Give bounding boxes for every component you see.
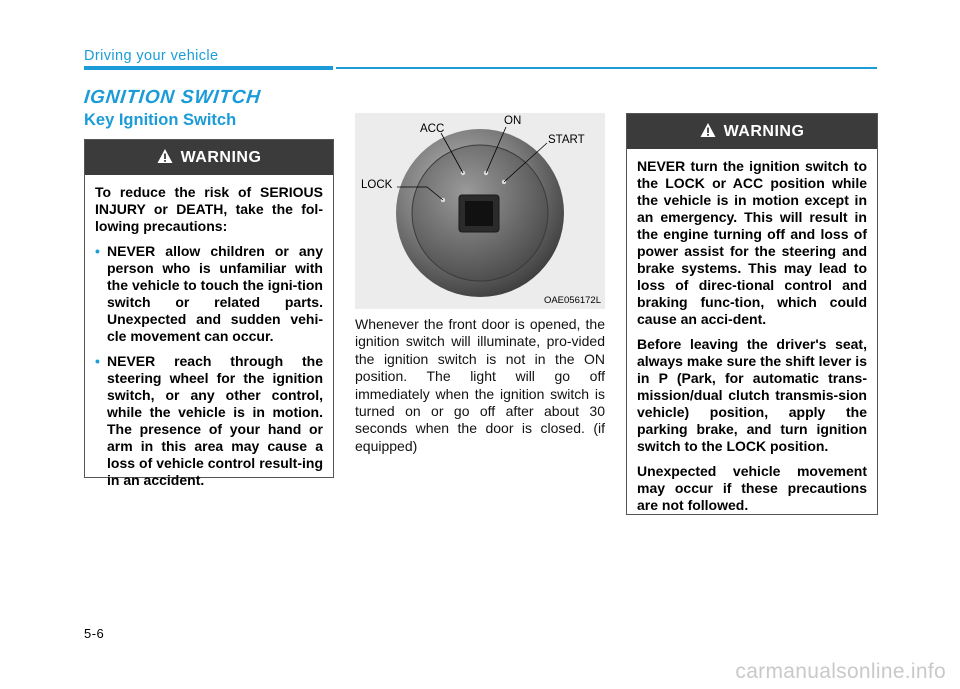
warning-bullet: • NEVER reach through the steering wheel for the ignition switch, or any other control, while the vehicle is in motion. The presence of your hand or arm in this area may cause a loss of vehicle control result-ing in an accident. <box>95 353 323 488</box>
label-on: ON <box>504 115 522 127</box>
key-slot-inner <box>465 201 493 226</box>
warning-header <box>85 140 333 175</box>
body-paragraph: Whenever the front door is opened, the ignition switch will illuminate, pro-vided the ignition switch is not in the ON position. The light will go off immediately when the ignition switch is turned on or go off after about 30 seconds when the door is closed. (if equipped) <box>355 316 605 454</box>
warning-paragraph: Before leaving the driver's seat, always make sure the shift lever is in P (Park, for automatic trans-mission/dual clutch transmis-sion vehicle) position, apply the parking brake, and turn ignition switch to the LOCK position. <box>637 336 867 454</box>
section-subtitle: Key Ignition Switch <box>84 111 237 129</box>
warning-header <box>627 114 877 149</box>
header-rule-thick <box>84 66 333 70</box>
page-title: IGNITION SWITCH <box>82 87 262 108</box>
label-start: START <box>548 134 585 146</box>
warning-label: WARNING <box>180 149 262 166</box>
warning-paragraph: Unexpected vehicle movement may occur if these precautions are not followed. <box>637 463 867 513</box>
header-rule-thin <box>336 67 877 69</box>
warning-body <box>85 175 333 507</box>
warning-label: WARNING <box>723 123 805 140</box>
warning-bullet-list <box>95 243 323 489</box>
ignition-switch-figure <box>355 113 605 309</box>
section-header: Driving your vehicle <box>84 48 219 64</box>
label-acc: ACC <box>420 123 445 135</box>
bullet-dot-icon: • <box>95 243 100 259</box>
bullet-dot-icon: • <box>95 353 100 369</box>
warning-triangle-icon <box>157 148 173 164</box>
warning-triangle-icon <box>700 122 716 138</box>
warning-paragraph: NEVER turn the ignition switch to the LOCK or ACC position while the vehicle is in motion except in an emergency. This will result in the engine turning off and loss of power assist for the steering and brake systems. This may lead to loss of direc-tional control and braking func-tion, which could cause an acci-dent. <box>637 158 867 327</box>
warning-intro: To reduce the risk of SERIOUS INJURY or DEATH, take the fol-lowing precautions: <box>95 184 323 234</box>
figure-code: OAE056172L <box>543 295 601 306</box>
warning-bullet: • NEVER allow children or any person who is unfamiliar with the vehicle to touch the igni-tion switch or related parts. Unexpected and sudden vehi-cle movement can occur. <box>95 243 323 344</box>
ignition-switch-illustration <box>355 113 605 309</box>
warning-box-right <box>626 113 878 515</box>
warning-body <box>627 149 877 532</box>
page-number: 5-6 <box>84 626 105 641</box>
label-lock: LOCK <box>361 179 393 191</box>
warning-box-left <box>84 139 334 488</box>
watermark: carmanualsonline.info <box>735 660 946 683</box>
